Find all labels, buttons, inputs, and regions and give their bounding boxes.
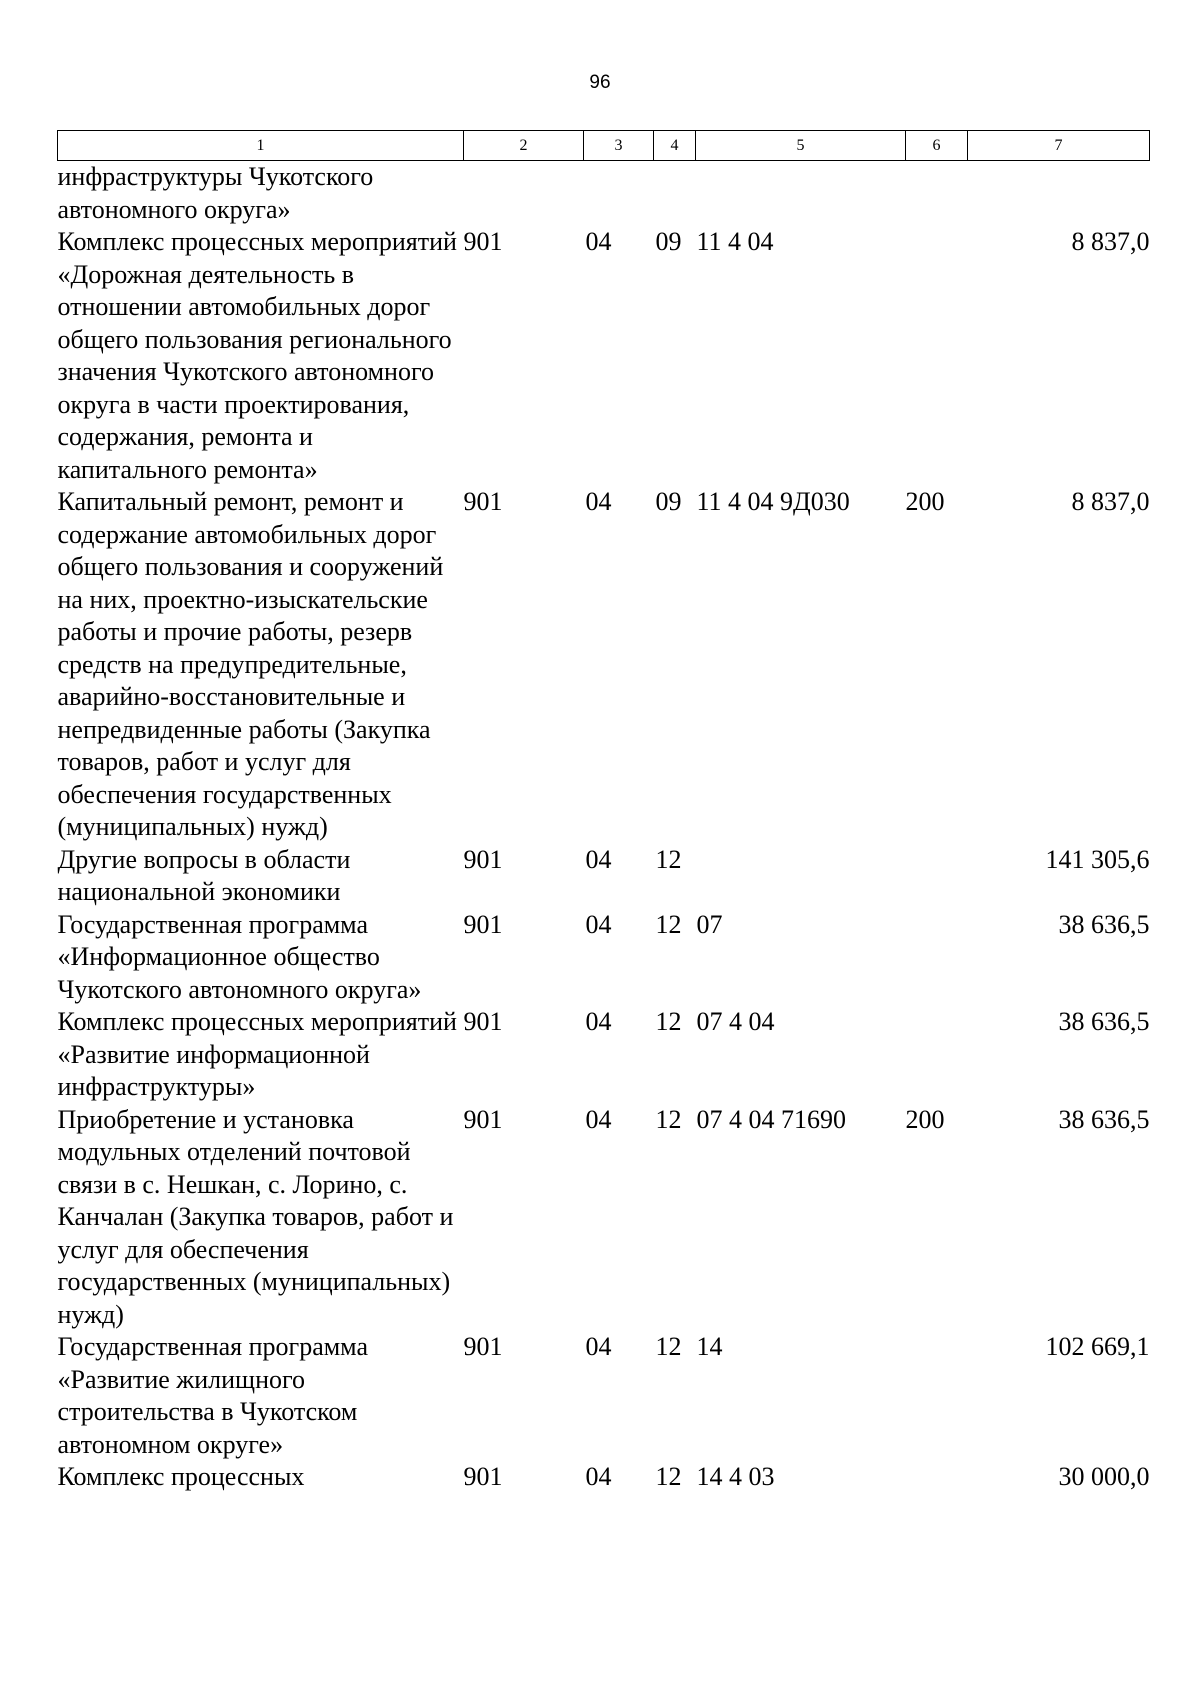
table-row xyxy=(58,486,1150,844)
row-section: 04 xyxy=(585,1007,612,1036)
row-subsection: 09 xyxy=(655,487,682,516)
header-col-4: 4 xyxy=(654,131,696,161)
row-subsection: 09 xyxy=(655,227,682,256)
header-row xyxy=(58,131,1150,161)
row-amount: 38 636,5 xyxy=(1058,1007,1150,1036)
table-row xyxy=(58,161,1150,227)
header-col-7: 7 xyxy=(968,131,1150,161)
row-target: 07 4 04 xyxy=(696,1007,775,1036)
row-section: 04 xyxy=(585,1332,612,1361)
table-row xyxy=(58,226,1150,486)
row-subsection: 12 xyxy=(655,1332,682,1361)
row-amount xyxy=(968,161,1150,227)
row-expense-type: 200 xyxy=(905,487,945,516)
row-expense-type xyxy=(906,844,968,909)
row-ministry: 901 xyxy=(463,1104,503,1134)
row-amount: 102 669,1 xyxy=(1045,1332,1150,1361)
row-name: Приобретение и установка модульных отделений почтовой связи в с. Нешкан, с. Лорино, с. Канчалан (Закупка товаров, работ и услуг для обеспечения государственных (муниципальных) нужд) xyxy=(57,1104,454,1329)
row-subsection: 12 xyxy=(655,1104,682,1134)
row-target: 14 4 03 xyxy=(696,1462,775,1491)
table-row xyxy=(58,1331,1150,1461)
row-ministry: 901 xyxy=(463,1462,503,1491)
row-expense-type xyxy=(906,226,968,486)
row-section: 04 xyxy=(585,227,612,256)
row-name: инфраструктуры Чукотского автономного округа» xyxy=(57,162,374,224)
row-name: Другие вопросы в области национальной экономики xyxy=(57,844,351,906)
row-amount: 8 837,0 xyxy=(1071,227,1150,256)
row-target xyxy=(696,844,906,909)
row-subsection: 12 xyxy=(655,1007,682,1036)
row-section: 04 xyxy=(585,909,612,939)
row-target: 07 xyxy=(696,909,723,939)
table-row xyxy=(58,1461,1150,1494)
row-subsection: 12 xyxy=(655,1462,682,1491)
row-expense-type xyxy=(906,1331,968,1461)
header-col-2: 2 xyxy=(464,131,584,161)
row-ministry: 901 xyxy=(463,227,503,256)
row-section: 04 xyxy=(585,844,612,874)
page-number: 96 xyxy=(589,72,611,93)
row-section xyxy=(584,161,654,227)
row-target: 11 4 04 9Д030 xyxy=(696,487,850,516)
row-expense-type xyxy=(906,909,968,1007)
row-ministry xyxy=(464,161,584,227)
row-target: 07 4 04 71690 xyxy=(696,1104,846,1134)
row-ministry: 901 xyxy=(463,1332,503,1361)
table-row xyxy=(58,1104,1150,1332)
row-section: 04 xyxy=(585,1104,612,1134)
row-amount: 38 636,5 xyxy=(1058,1104,1150,1134)
row-name: Комплекс процессных мероприятий «Дорожная деятельность в отношении автомобильных дорог общего пользования регионального значения Чукотского автономного округа в части проектирования, содержания, ремонта и капитального ремонта» xyxy=(57,227,457,484)
row-target: 11 4 04 xyxy=(696,227,774,256)
header-col-6: 6 xyxy=(906,131,968,161)
header-col-5: 5 xyxy=(696,131,906,161)
row-amount: 141 305,6 xyxy=(1045,844,1150,874)
budget-table xyxy=(57,130,1150,1494)
table-row xyxy=(58,909,1150,1007)
row-expense-type xyxy=(906,1461,968,1494)
row-name: Комплекс процессных xyxy=(57,1462,305,1491)
row-section: 04 xyxy=(585,1462,612,1491)
table-row xyxy=(58,844,1150,909)
header-col-1: 1 xyxy=(58,131,464,161)
row-name: Государственная программа «Информационное общество Чукотского автономного округа» xyxy=(57,909,422,1004)
row-ministry: 901 xyxy=(463,487,503,516)
table-row xyxy=(58,1006,1150,1104)
table-body xyxy=(58,161,1150,1494)
row-expense-type xyxy=(906,161,968,227)
row-ministry: 901 xyxy=(463,909,503,939)
table-header xyxy=(58,131,1150,161)
row-amount: 30 000,0 xyxy=(1058,1462,1150,1491)
row-name: Государственная программа «Развитие жилищного строительства в Чукотском автономном округе» xyxy=(57,1332,369,1459)
row-subsection: 12 xyxy=(655,909,682,939)
row-name: Капитальный ремонт, ремонт и содержание автомобильных дорог общего пользования и сооружений на них, проектно-изыскательские работы и прочие работы, резерв средств на предупредительные, аварийно-восстановительные и непредвиденные работы (Закупка товаров, работ и услуг для обеспечения государственных (муниципальных) нужд) xyxy=(57,487,444,841)
row-section: 04 xyxy=(585,487,612,516)
row-name: Комплекс процессных мероприятий «Развитие информационной инфраструктуры» xyxy=(57,1007,457,1101)
row-ministry: 901 xyxy=(463,1007,503,1036)
header-col-3: 3 xyxy=(584,131,654,161)
row-subsection: 12 xyxy=(655,844,682,874)
row-subsection xyxy=(654,161,696,227)
row-amount: 38 636,5 xyxy=(1058,909,1150,939)
row-amount: 8 837,0 xyxy=(1071,487,1150,516)
row-ministry: 901 xyxy=(463,844,503,874)
row-target: 14 xyxy=(696,1332,723,1361)
row-expense-type: 200 xyxy=(905,1104,945,1134)
row-expense-type xyxy=(906,1006,968,1104)
row-target xyxy=(696,161,906,227)
